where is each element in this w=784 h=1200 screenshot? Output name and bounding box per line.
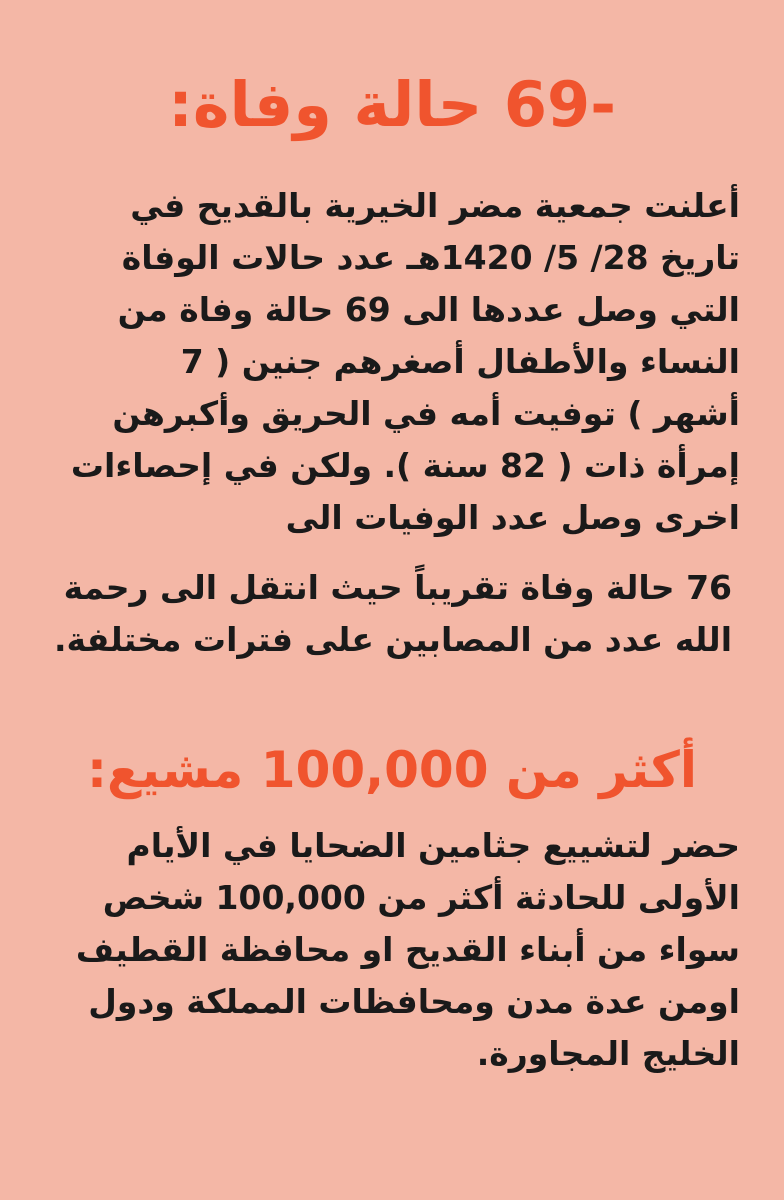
paragraph-line: الأولى للحادثة أكثر من 100,000 شخص <box>102 878 740 917</box>
death-count-followup-paragraph <box>44 562 732 666</box>
paragraph-line: سواء من أبناء القديح او محافظة القطيف <box>75 930 740 969</box>
paragraph-line: إمرأة ذات ( 82 سنة ). ولكن في إحصاءات <box>70 446 740 485</box>
death-count-paragraph <box>44 180 740 544</box>
mourners-heading-text: أكثر من 100,000 مشيع: <box>86 741 698 799</box>
paragraph-line: تاريخ 28/ 5/ 1420هـ عدد حالات الوفاة <box>121 238 740 277</box>
death-count-heading <box>40 60 744 150</box>
paragraph-line: 76 حالة وفاة تقريباً حيث انتقل الى رحمة <box>63 568 732 607</box>
death-count-heading-text: -69 حالة وفاة: <box>168 68 616 141</box>
paragraph-line: أعلنت جمعية مضر الخيرية بالقديح في <box>130 186 740 225</box>
mourners-heading <box>40 735 744 805</box>
paragraph-line: أشهر ) توفيت أمه في الحريق وأكبرهن <box>112 394 740 433</box>
paragraph-line: التي وصل عددها الى 69 حالة وفاة من <box>117 290 740 329</box>
paragraph-line: اخرى وصل عدد الوفيات الى <box>285 498 740 537</box>
mourners-paragraph <box>60 820 740 1080</box>
paragraph-line: حضر لتشييع جثامين الضحايا في الأيام <box>126 826 740 865</box>
paragraph-line: الله عدد من المصابين على فترات مختلفة. <box>53 620 732 659</box>
paragraph-line: اومن عدة مدن ومحافظات المملكة ودول <box>88 982 740 1021</box>
paragraph-line: النساء والأطفال أصغرهم جنين ( 7 <box>180 342 740 381</box>
paragraph-line: الخليج المجاورة. <box>476 1034 740 1073</box>
